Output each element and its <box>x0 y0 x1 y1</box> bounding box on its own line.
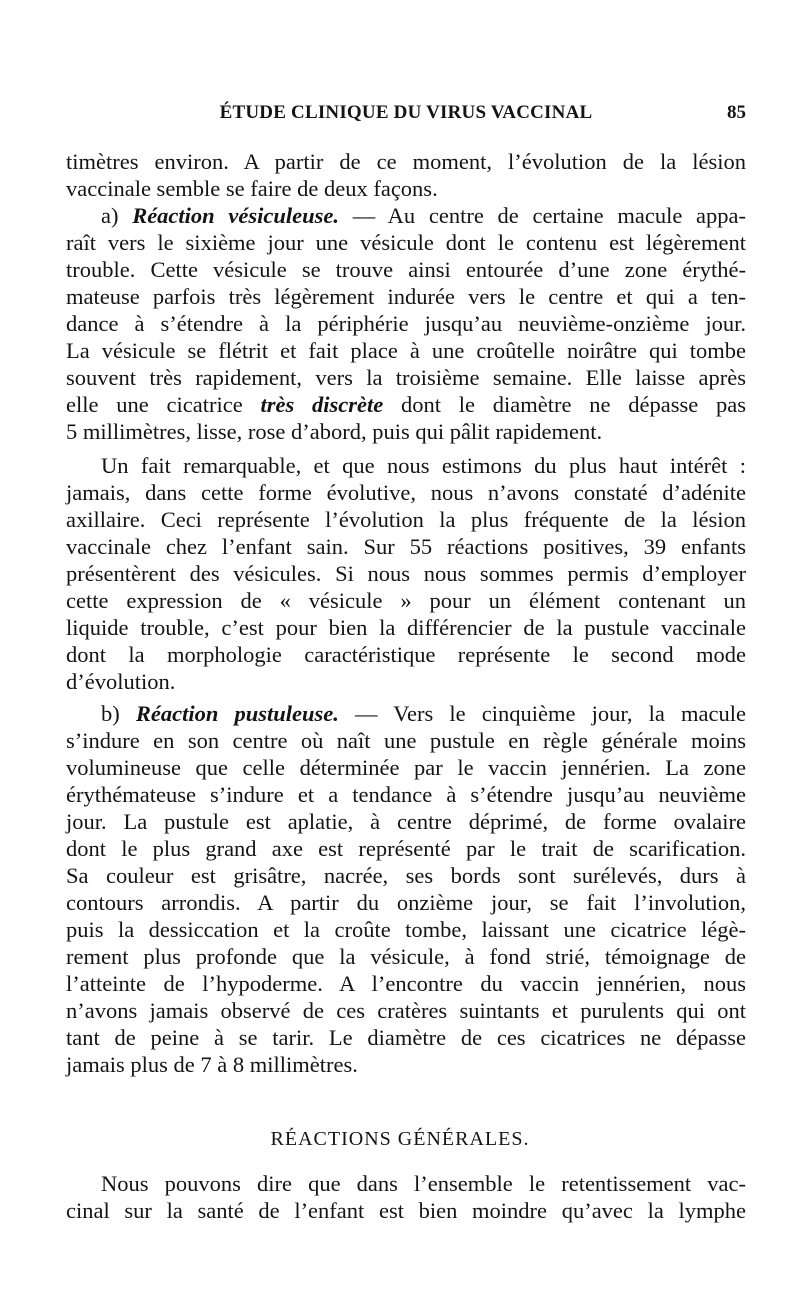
text-line: a) Réaction vésiculeuse. — Au centre de certaine macule appa- <box>101 203 746 228</box>
section-heading: RÉACTIONS GÉNÉRALES. <box>270 1128 530 1150</box>
text-line: Nous pouvons dire que dans l’ensemble le retentissement vac- <box>101 1171 746 1196</box>
text-line: souvent très rapidement, vers la troisième semaine. Elle laisse après <box>66 365 746 390</box>
text-line: vaccinale semble se faire de deux façons. <box>66 176 438 201</box>
running-head <box>66 100 746 130</box>
text-line: rement plus profonde que la vésicule, à fond strié, témoignage de <box>66 944 746 969</box>
text-line: puis la dessiccation et la croûte tombe, laissant une cicatrice légè- <box>66 917 746 942</box>
text-line: timètres environ. A partir de ce moment, l’évolution de la lésion <box>66 149 746 174</box>
page-number: 85 <box>727 102 746 123</box>
text-line: elle une cicatrice très discrète dont le diamètre ne dépasse pas <box>66 392 746 417</box>
text-line: cinal sur la santé de l’enfant est bien moindre qu’avec la lymphe <box>66 1198 746 1223</box>
text-line: érythémateuse s’indure et a tendance à s’étendre jusqu’au neuvième <box>66 782 746 807</box>
text-line: dont la morphologie caractéristique représente le second mode <box>66 642 746 667</box>
text-line: jour. La pustule est aplatie, à centre déprimé, de forme ovalaire <box>66 809 746 834</box>
text-line: Un fait remarquable, et que nous estimons du plus haut intérêt : <box>101 453 746 478</box>
text-line: mateuse parfois très légèrement indurée vers le centre et qui a ten- <box>66 284 746 309</box>
text-line: dance à s’étendre à la périphérie jusqu’au neuvième-onzième jour. <box>66 311 746 336</box>
text-line: trouble. Cette vésicule se trouve ainsi entourée d’une zone érythé- <box>66 257 746 282</box>
text-line: dont le plus grand axe est représenté par le trait de scarification. <box>66 836 746 861</box>
text-line: contours arrondis. A partir du onzième jour, se fait l’involution, <box>66 890 746 915</box>
text-line: cette expression de « vésicule » pour un élément contenant un <box>66 588 746 613</box>
text-line: présentèrent des vésicules. Si nous nous sommes permis d’employer <box>66 561 746 586</box>
text-line: n’avons jamais observé de ces cratères suintants et purulents qui ont <box>66 998 746 1023</box>
italic-run: Réaction pustuleuse. <box>135 701 339 726</box>
italic-run: très discrète <box>260 392 384 417</box>
italic-run: Réaction vésiculeuse. <box>132 203 339 228</box>
text-line: Sa couleur est grisâtre, nacrée, ses bords sont surélevés, durs à <box>66 863 746 888</box>
text-line: s’indure en son centre où naît une pustule en règle générale moins <box>66 728 746 753</box>
text-line: raît vers le sixième jour une vésicule dont le contenu est légèrement <box>66 230 746 255</box>
text-line: volumineuse que celle déterminée par le vaccin jennérien. La zone <box>66 755 746 780</box>
text-line: jamais plus de 7 à 8 millimètres. <box>66 1052 358 1077</box>
text-line: tant de peine à se tarir. Le diamètre de ces cicatrices ne dépasse <box>66 1025 746 1050</box>
running-title: ÉTUDE CLINIQUE DU VIRUS VACCINAL <box>219 102 593 123</box>
text-line: jamais, dans cette forme évolutive, nous n’avons constaté d’adénite <box>66 480 746 505</box>
text-line: La vésicule se flétrit et fait place à une croûtelle noirâtre qui tombe <box>66 338 746 363</box>
text-line: l’atteinte de l’hypoderme. A l’encontre du vaccin jennérien, nous <box>66 971 746 996</box>
text-line: d’évolution. <box>66 669 176 694</box>
text-line: 5 millimètres, lisse, rose d’abord, puis qui pâlit rapidement. <box>66 419 603 444</box>
text-line: axillaire. Ceci représente l’évolution la plus fréquente de la lésion <box>66 507 746 532</box>
text-line: liquide trouble, c’est pour bien la différencier de la pustule vaccinale <box>66 615 746 640</box>
text-line: vaccinale chez l’enfant sain. Sur 55 réactions positives, 39 enfants <box>66 534 746 559</box>
text-line: b) Réaction pustuleuse. — Vers le cinquième jour, la macule <box>101 701 746 726</box>
